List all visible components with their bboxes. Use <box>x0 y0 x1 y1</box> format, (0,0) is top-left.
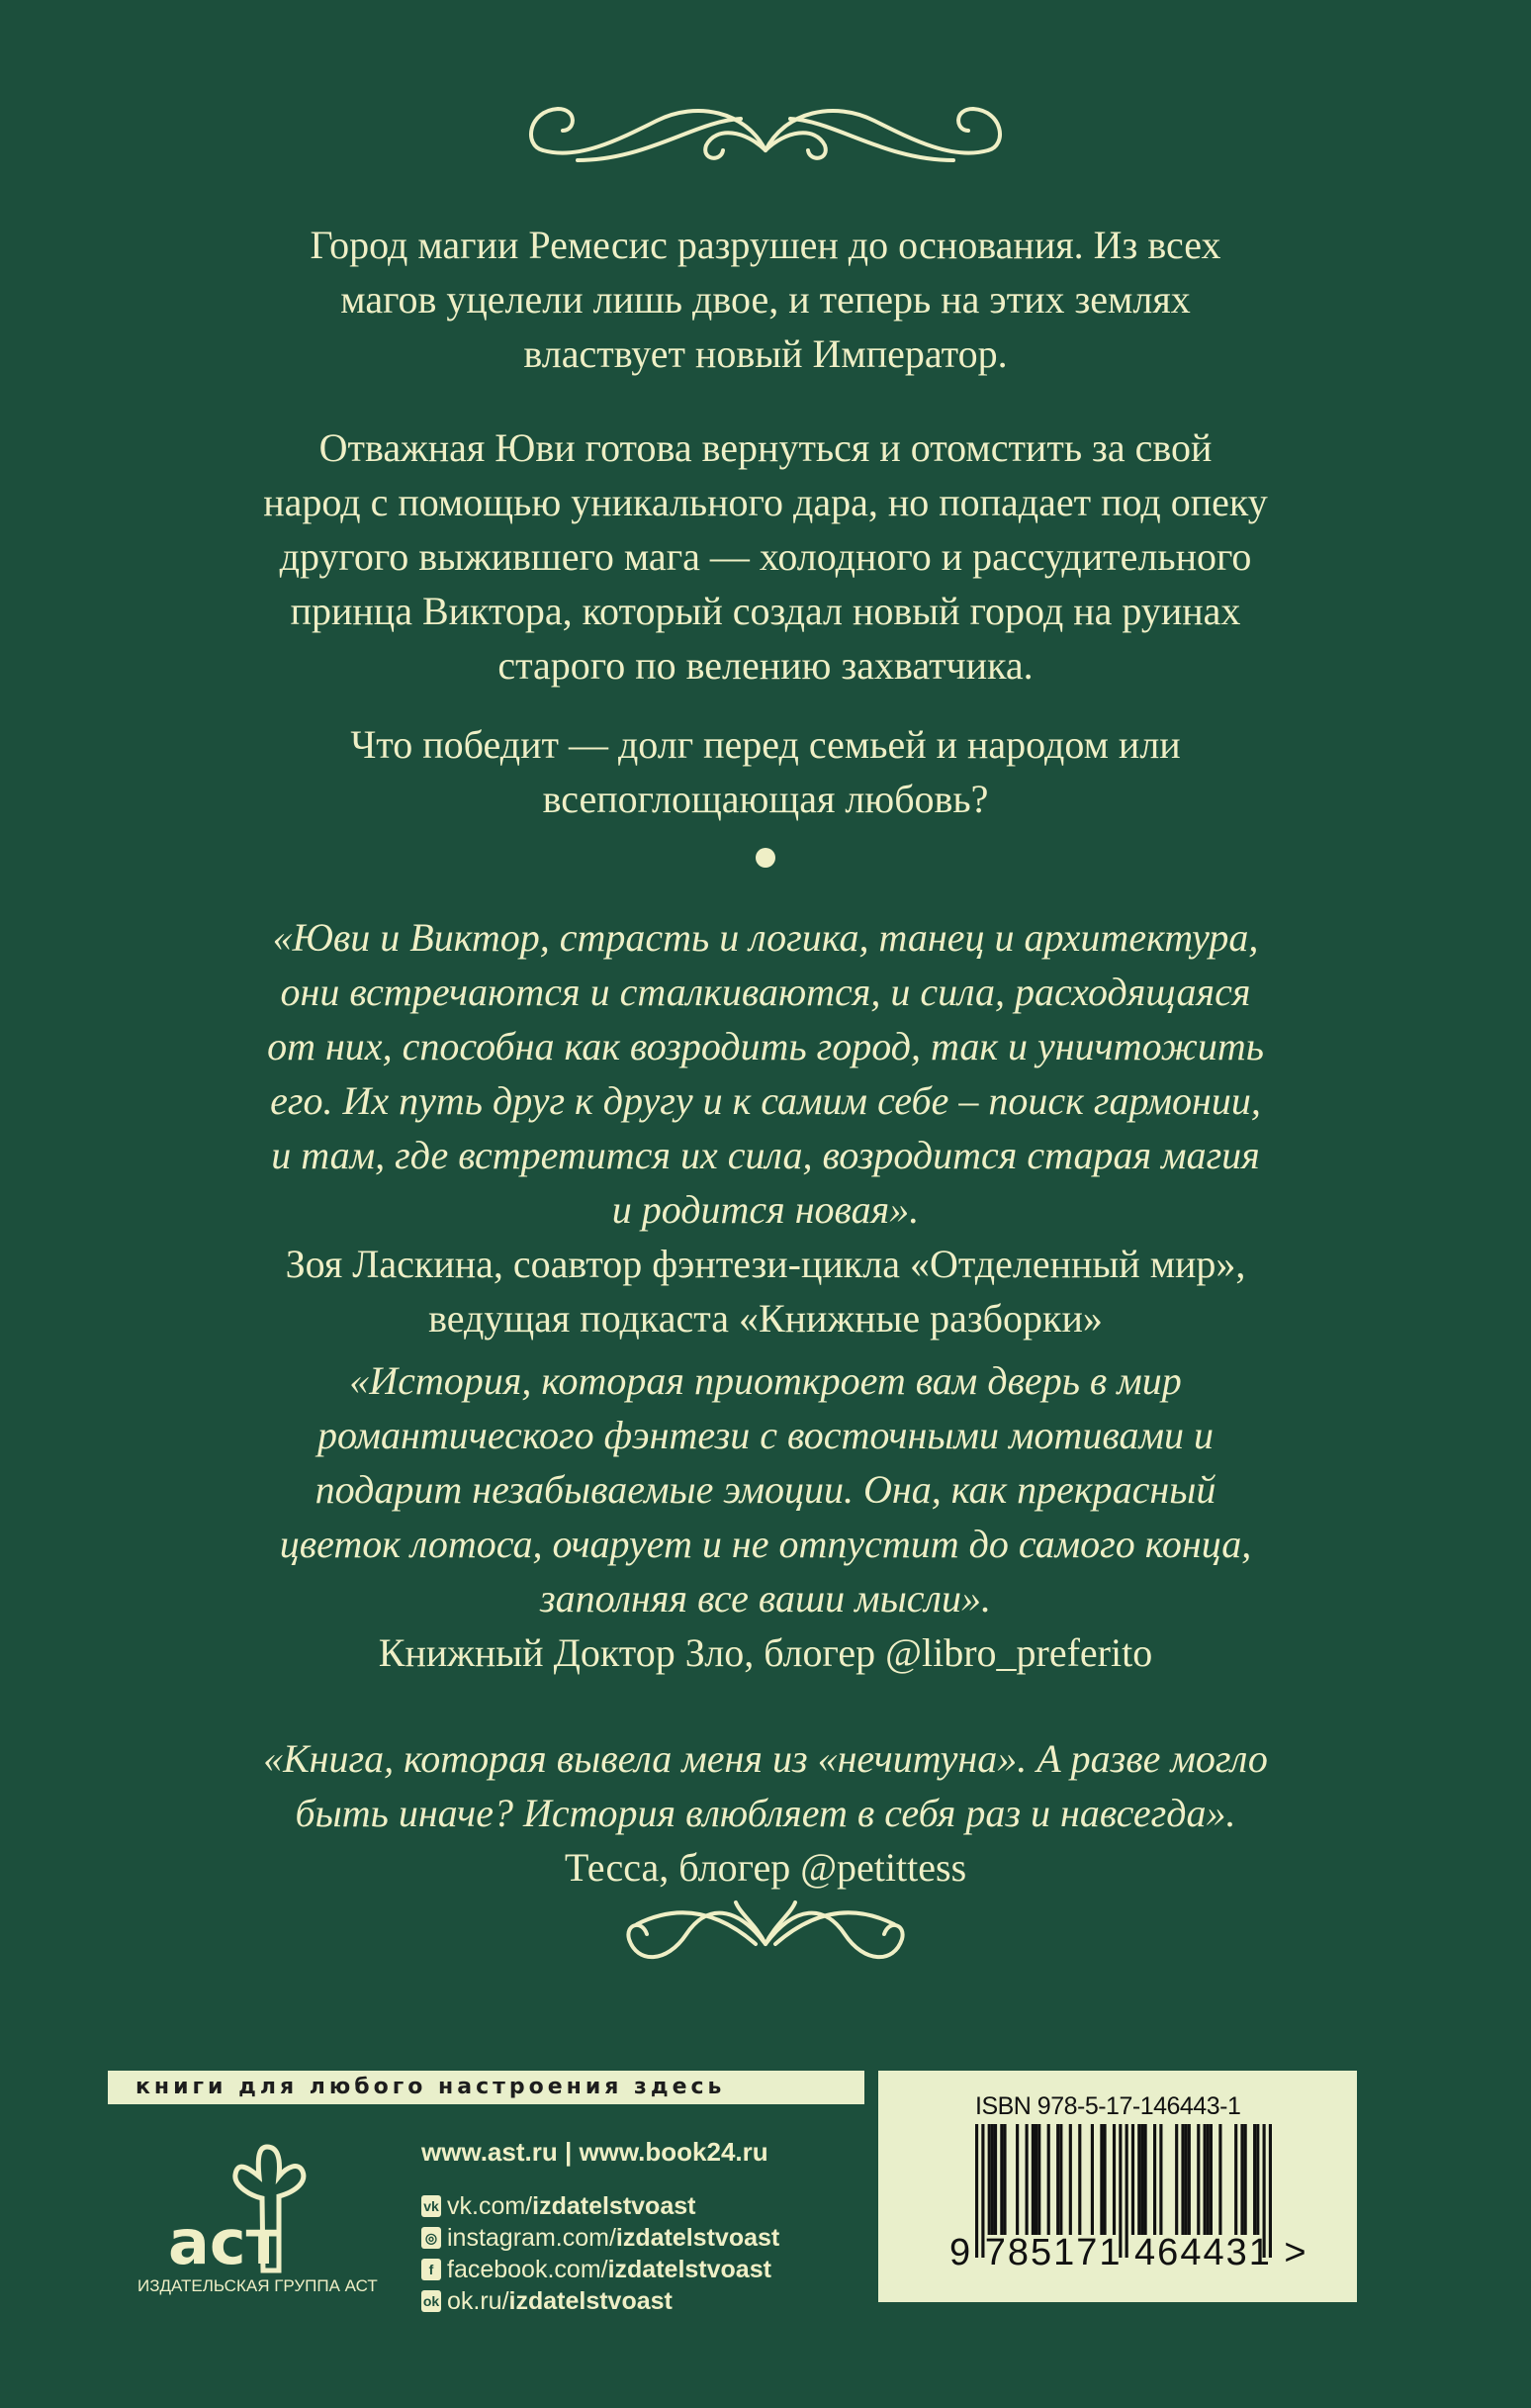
barcode-bar <box>1003 2124 1006 2235</box>
barcode-bar <box>1253 2124 1256 2235</box>
barcode-bar <box>1153 2124 1156 2235</box>
link-handle: izdatelstvoast <box>615 2224 780 2252</box>
top-ornament <box>518 91 1013 180</box>
text-line: старого по велению захватчика. <box>497 643 1034 688</box>
barcode-bar <box>1144 2124 1147 2235</box>
review-author: Зоя Ласкина, соавтор фэнтези-цикла «Отделенный мир», <box>285 1242 1246 1286</box>
review-quote-line: от них, способна как возродить город, так и уничтожить <box>267 1024 1264 1068</box>
link-handle: izdatelstvoast <box>607 2256 771 2283</box>
text-line: народ с помощью уникального дара, но попадает под опеку <box>263 480 1268 524</box>
barcode-bar <box>1078 2124 1081 2235</box>
review-quote-line: подарит незабываемые эмоции. Она, как прекрасный <box>315 1467 1216 1512</box>
ast-logo <box>148 2137 346 2285</box>
link-handle: izdatelstvoast <box>532 2192 696 2220</box>
bullet-separator <box>756 848 775 868</box>
text-line: Что победит — долг перед семьей и народом или <box>350 722 1181 767</box>
review-quote-line: заполняя все ваши мысли». <box>540 1576 991 1621</box>
review-quote-line: «История, которая приоткроет вам дверь в мир <box>349 1358 1182 1403</box>
review-quote-line: они встречаются и сталкиваются, и сила, расходящаяся <box>280 970 1251 1014</box>
review-quote-line: и там, где встретится их сила, возродится старая магия <box>271 1133 1260 1177</box>
websites-link[interactable]: www.ast.ru | www.book24.ru <box>421 2137 768 2167</box>
barcode-bar <box>1244 2124 1247 2235</box>
review-2 <box>0 1353 1531 1680</box>
barcode-bar <box>1140 2124 1143 2235</box>
barcode-bar <box>1056 2124 1059 2235</box>
barcode-bar <box>1026 2124 1029 2235</box>
publisher-links <box>421 2127 779 2317</box>
text-line: всепоглощающая любовь? <box>542 777 989 821</box>
barcode-bar <box>1159 2124 1162 2235</box>
barcode-bar <box>1035 2124 1037 2235</box>
review-3 <box>0 1731 1531 1895</box>
description-paragraph-2 <box>0 420 1531 693</box>
barcode-bar <box>1069 2124 1072 2235</box>
description-paragraph-1 <box>0 218 1531 381</box>
text-line: магов уцелели лишь двое, и теперь на этих землях <box>340 277 1191 322</box>
barcode-bar <box>1016 2124 1019 2235</box>
barcode-bar <box>1037 2124 1040 2235</box>
barcode-bar <box>994 2124 997 2235</box>
barcode-bar <box>1240 2124 1243 2235</box>
link-handle: izdatelstvoast <box>508 2287 673 2315</box>
barcode-bar <box>1047 2124 1050 2235</box>
barcode-bar <box>1218 2124 1221 2235</box>
review-author: Книжный Доктор Зло, блогер @libro_preferito <box>378 1630 1153 1675</box>
barcode-bar <box>1131 2124 1134 2235</box>
bottom-ornament <box>617 1895 914 1984</box>
barcode-bar <box>1204 2124 1207 2235</box>
barcode-bar <box>1091 2124 1094 2235</box>
facebook-icon: f <box>421 2259 441 2280</box>
review-author: ведущая подкаста «Книжные разборки» <box>428 1296 1103 1341</box>
barcode-bar <box>988 2124 991 2235</box>
barcode-bar <box>1100 2124 1103 2235</box>
barcode-bar <box>1185 2124 1188 2235</box>
review-quote-line: и родится новая». <box>611 1187 920 1232</box>
barcode-bar <box>1207 2124 1210 2235</box>
barcode-bar <box>1197 2124 1200 2235</box>
barcode-bar <box>1175 2124 1178 2235</box>
social-link-instagram[interactable] <box>421 2222 779 2254</box>
vk-icon: vk <box>421 2195 441 2217</box>
barcode-bar <box>1113 2124 1116 2235</box>
barcode-bar <box>1234 2124 1237 2235</box>
review-quote-line: «Книга, которая вывела меня из «нечитуна». А разве могло <box>263 1736 1268 1781</box>
review-1 <box>0 910 1531 1345</box>
barcode-digits: 9 785171 464431 > <box>949 2232 1308 2273</box>
barcode-bar <box>1188 2124 1191 2235</box>
review-quote-line: романтического фэнтези с восточными мотивами и <box>317 1413 1214 1457</box>
social-link-vk[interactable] <box>421 2190 779 2222</box>
isbn-text: ISBN 978-5-17-146443-1 <box>975 2092 1241 2120</box>
text-line: Город магии Ремесис разрушен до основания. Из всех <box>310 223 1221 267</box>
barcode-bar <box>1210 2124 1213 2235</box>
review-quote-line: цветок лотоса, очарует и не отпустит до самого конца, <box>279 1522 1252 1566</box>
tagline-banner: книги для любого настроения здесь <box>108 2071 864 2104</box>
publisher-name: ИЗДАТЕЛЬСКАЯ ГРУППА АСТ <box>137 2276 378 2295</box>
barcode-panel <box>878 2071 1357 2302</box>
barcode-bar <box>1059 2124 1062 2235</box>
review-quote-line: «Юви и Виктор, страсть и логика, танец и архитектура, <box>272 915 1259 960</box>
instagram-icon: ◎ <box>421 2227 441 2249</box>
barcode-bar <box>1032 2124 1035 2235</box>
text-line: властвует новый Император. <box>523 331 1008 376</box>
link-prefix: ok.ru/ <box>447 2287 509 2315</box>
review-quote-line: его. Их путь друг к другу и к самим себе – поиск гармонии, <box>270 1078 1261 1123</box>
barcode-bar <box>1103 2124 1106 2235</box>
logo-text: аст <box>168 2206 282 2278</box>
barcode-bar <box>1256 2124 1259 2235</box>
barcode-bar <box>991 2124 994 2235</box>
link-prefix: facebook.com/ <box>447 2256 608 2283</box>
ok-icon: ok <box>421 2290 441 2312</box>
text-line: другого выжившего мага — холодного и рассудительного <box>279 534 1252 579</box>
barcode-bar <box>1000 2124 1003 2235</box>
link-prefix: vk.com/ <box>447 2192 533 2220</box>
text-line: Отважная Юви готова вернуться и отомстить за свой <box>318 425 1213 470</box>
description-paragraph-3 <box>0 717 1531 826</box>
social-link-facebook[interactable] <box>421 2254 779 2285</box>
review-quote-line: быть иначе? История влюбляет в себя раз и навсегда». <box>295 1791 1236 1835</box>
barcode-bar <box>1137 2124 1140 2235</box>
link-prefix: instagram.com/ <box>447 2224 616 2252</box>
text-line: принца Виктора, который создал новый город на руинах <box>290 589 1241 633</box>
social-link-ok[interactable] <box>421 2285 779 2317</box>
barcode-bar <box>1181 2124 1184 2235</box>
review-author: Тесса, блогер @petittess <box>564 1845 967 1890</box>
